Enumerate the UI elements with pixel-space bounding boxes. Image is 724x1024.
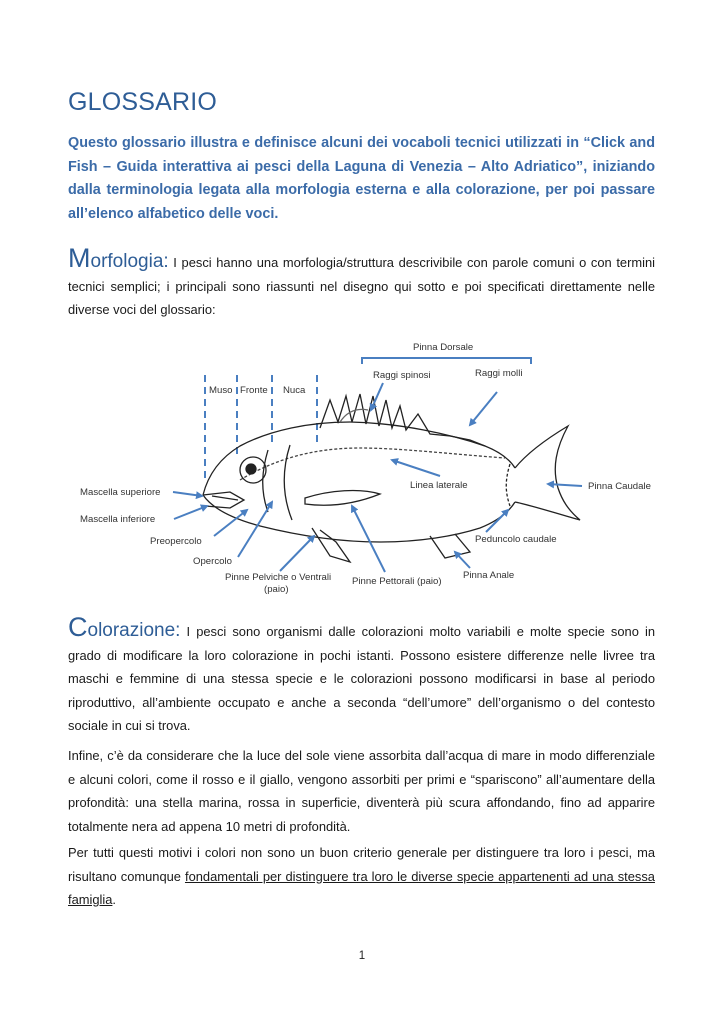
arrow-raggi-molli — [470, 392, 497, 425]
label-raggi-spinosi: Raggi spinosi — [373, 370, 431, 381]
intro-paragraph: Questo glossario illustra e definisce alcuni dei vocaboli tecnici utilizzati in “Click and Fish – Guida interattiva ai pesci della Laguna di Venezia – Alto Adriatico”, iniziando dalla terminologia legata alla morfologia esterna e alla colorazione, per poi passare all’elenco alfabetico delle voci. — [68, 135, 655, 222]
paragraph-3-start: Per tutti questi motivi i colori non sono un buon criterio generale per distinguere tra loro i pesci, ma risultano comunque — [68, 845, 655, 884]
label-peduncolo-caudale: Peduncolo caudale — [475, 534, 557, 545]
label-pinne-pelviche: Pinne Pelviche o Ventrali — [225, 572, 332, 583]
arrow-mascella-superiore — [173, 492, 202, 496]
colorazione-paragraph-3 — [68, 841, 655, 912]
colorazione-paragraph — [68, 612, 655, 738]
label-pinne-pelviche-paio: (paio) — [264, 584, 289, 595]
morfologia-text: I pesci hanno una morfologia/struttura descrivibile con parole comuni o con termini tecnici semplici; i principali sono riassunti nel disegno qui sotto e poi specificati direttamente nelle diverse voci del glossario: — [68, 255, 655, 317]
page-title: GLOSSARIO — [68, 88, 218, 116]
label-pinna-caudale: Pinna Caudale — [588, 481, 651, 492]
arrow-pinne-pettorali — [352, 506, 385, 572]
label-nuca: Nuca — [283, 385, 306, 396]
arrow-opercolo — [238, 502, 272, 557]
arrow-pinna-caudale — [548, 484, 582, 486]
morfologia-paragraph — [68, 243, 655, 322]
page-number: 1 — [358, 950, 366, 962]
morfologia-heading: orfologia: — [90, 251, 169, 272]
arrow-mascella-inferiore — [174, 506, 207, 519]
colorazione-text: I pesci sono organismi dalle colorazioni molto variabili e molte specie sono in grado di modificare la loro colorazione in pochi istanti. Possono esistere differenze nelle livree tra maschi e femmine di una stessa specie e le colorazioni possono modificarsi in base al periodo riproduttivo, all’ambiente occupato e anche a seconda “dell’umore” dell’organismo o del contesto sociale in cui si trova. — [68, 624, 655, 733]
paragraph-3-underlined: fondamentali per distinguere tra loro le diverse specie appartenenti ad una stessa famiglia — [68, 868, 655, 907]
label-mascella-superiore: Mascella superiore — [80, 487, 161, 498]
label-opercolo: Opercolo — [193, 556, 232, 567]
label-mascella-inferiore: Mascella inferiore — [80, 514, 156, 525]
arrow-linea-laterale — [392, 460, 440, 476]
label-pinna-dorsale: Pinna Dorsale — [413, 342, 474, 353]
pinna-dorsale-bracket — [362, 358, 531, 364]
label-preopercolo: Preopercolo — [150, 536, 202, 547]
paragraph-3-end: . — [112, 892, 117, 907]
label-pinne-pettorali: Pinne Pettorali (paio) — [352, 576, 442, 587]
label-linea-laterale: Linea laterale — [410, 480, 468, 491]
arrow-peduncolo-caudale — [486, 510, 508, 532]
morfologia-drop-letter: M — [68, 243, 91, 273]
colorazione-drop-letter: C — [68, 612, 88, 642]
label-raggi-molli: Raggi molli — [475, 368, 523, 379]
label-muso: Muso — [209, 385, 233, 396]
label-fronte: Fronte — [240, 385, 268, 396]
colorazione-heading: olorazione: — [87, 620, 181, 641]
colorazione-paragraph-2: Infine, c’è da considerare che la luce del sole viene assorbita dall’acqua di mare in modo differenziale e alcuni colori, come il rosso e il giallo, vengono assorbiti per primi e “spariscono” all’aumentare della profondità: una stella marina, rossa in superficie, diventerà più scura affondando, fino ad apparire totalmente nera ad appena 10 metri di profondità. — [68, 748, 655, 834]
label-pinna-anale: Pinna Anale — [463, 570, 515, 581]
fish-morphology-diagram — [0, 330, 724, 600]
arrow-preopercolo — [214, 510, 247, 536]
arrow-pinne-pelviche — [280, 536, 314, 571]
